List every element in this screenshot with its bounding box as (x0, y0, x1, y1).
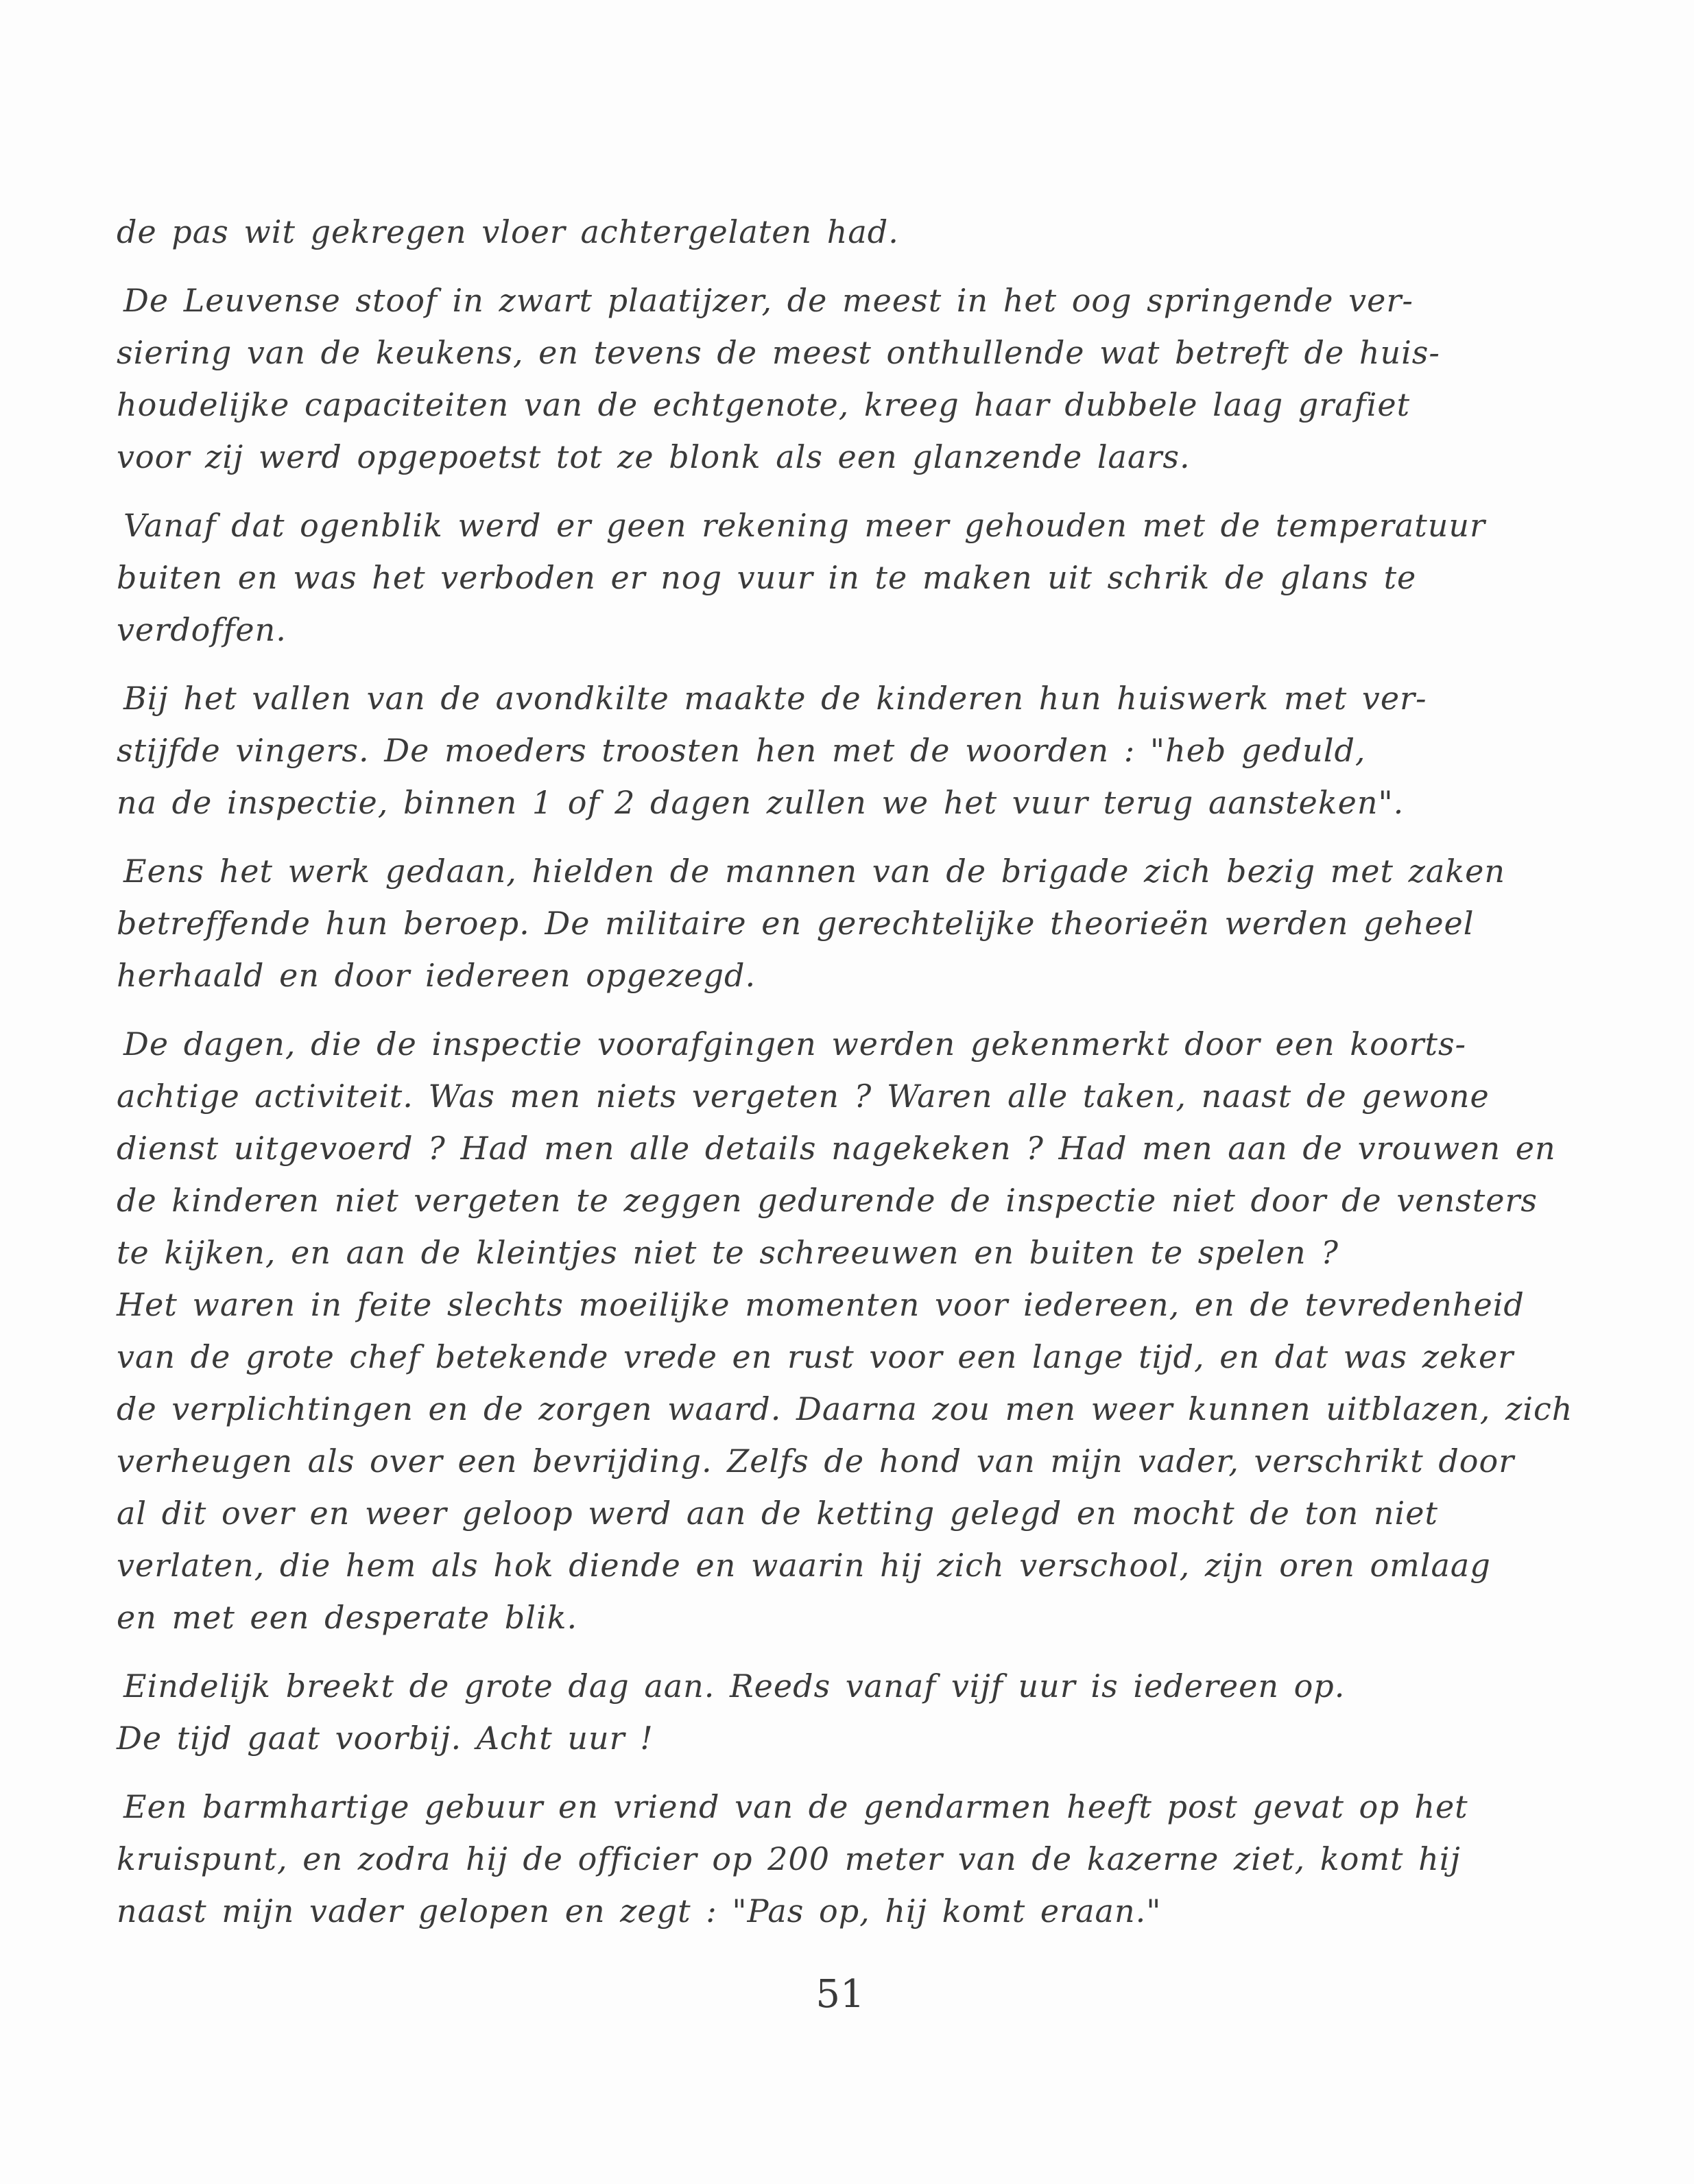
text-line: dienst uitgevoerd ? Had men alle details nagekeken ? Had men aan de vrouwen en (117, 1130, 1556, 1167)
text-line: de verplichtingen en de zorgen waard. Daarna zou men weer kunnen uitblazen, zich (117, 1390, 1573, 1427)
text-line: verlaten, die hem als hok diende en waarin hij zich verschool, zijn oren omlaag (117, 1547, 1491, 1584)
text-line: houdelijke capaciteiten van de echtgenote, kreeg haar dubbele laag grafiet (117, 386, 1411, 423)
paragraph-2 (117, 274, 1488, 483)
text-line: De Leuvense stoof in zwart plaatijzer, de meest in het oog springende ver- (123, 282, 1413, 319)
text-line: na de inspectie, binnen 1 of 2 dagen zullen we het vuur terug aansteken". (117, 784, 1405, 821)
text-line: Het waren in feite slechts moeilijke momenten voor iedereen, en de tevredenheid (117, 1286, 1525, 1323)
text-line: de pas wit gekregen vloer achtergelaten had. (117, 213, 899, 250)
paragraph-4 (117, 672, 1488, 829)
text-line: Een barmhartige gebuur en vriend van de gendarmen heeft post gevat op het (123, 1788, 1468, 1825)
text-line: kruispunt, en zodra hij de officier op 200 meter van de kazerne ziet, komt hij (117, 1840, 1461, 1877)
text-line: te kijken, en aan de kleintjes niet te schreeuwen en buiten te spelen ? (117, 1234, 1339, 1271)
text-line: voor zij werd opgepoetst tot ze blonk als een glanzende laars. (117, 438, 1191, 475)
text-line: Eens het werk gedaan, hielden de mannen van de brigade zich bezig met zaken (123, 853, 1506, 890)
text-line: achtige activiteit. Was men niets vergeten ? Waren alle taken, naast de gewone (117, 1078, 1490, 1115)
text-line: naast mijn vader gelopen en zegt : "Pas op, hij komt eraan." (117, 1892, 1162, 1930)
text-line: de kinderen niet vergeten te zeggen gedurende de inspectie niet door de vensters (117, 1182, 1538, 1219)
page-number: 51 (815, 1972, 865, 2017)
text-line: De tijd gaat voorbij. Acht uur ! (117, 1720, 654, 1757)
paragraph-5 (117, 845, 1506, 1001)
text-line: Vanaf dat ogenblik werd er geen rekening meer gehouden met de temperatuur (123, 507, 1486, 544)
text-line: Eindelijk breekt de grote dag aan. Reeds vanaf vijf uur is iedereen op. (123, 1667, 1346, 1705)
text-line: al dit over en weer geloop werd aan de ketting gelegd en mocht de ton niet (117, 1495, 1438, 1532)
text-line: siering van de keukens, en tevens de meest onthullende wat betreft de huis- (117, 334, 1440, 371)
text-line: verheugen als over een bevrijding. Zelfs de hond van mijn vader, verschrikt door (117, 1443, 1515, 1480)
text-line: en met een desperate blik. (117, 1599, 578, 1636)
paragraph-7 (117, 1660, 1488, 1764)
body-text (117, 206, 1573, 1954)
paragraph-6 (117, 1018, 1573, 1643)
text-line: van de grote chef betekende vrede en rust voor een lange tijd, en dat was zeker (117, 1338, 1514, 1375)
paragraph-1 (117, 206, 1488, 258)
text-line: verdoffen. (117, 611, 287, 648)
paragraph-8 (117, 1781, 1488, 1937)
text-line: buiten en was het verboden er nog vuur in te maken uit schrik de glans te (117, 559, 1417, 596)
text-line: betreffende hun beroep. De militaire en gerechtelijke theorieën werden geheel (117, 905, 1475, 942)
text-line: Bij het vallen van de avondkilte maakte de kinderen hun huiswerk met ver- (123, 680, 1427, 717)
text-line: stijfde vingers. De moeders troosten hen met de woorden : "heb geduld, (117, 732, 1366, 769)
paragraph-3 (117, 499, 1488, 656)
text-line: De dagen, die de inspectie voorafgingen werden gekenmerkt door een koorts- (123, 1025, 1467, 1063)
text-line: herhaald en door iedereen opgezegd. (117, 957, 756, 994)
